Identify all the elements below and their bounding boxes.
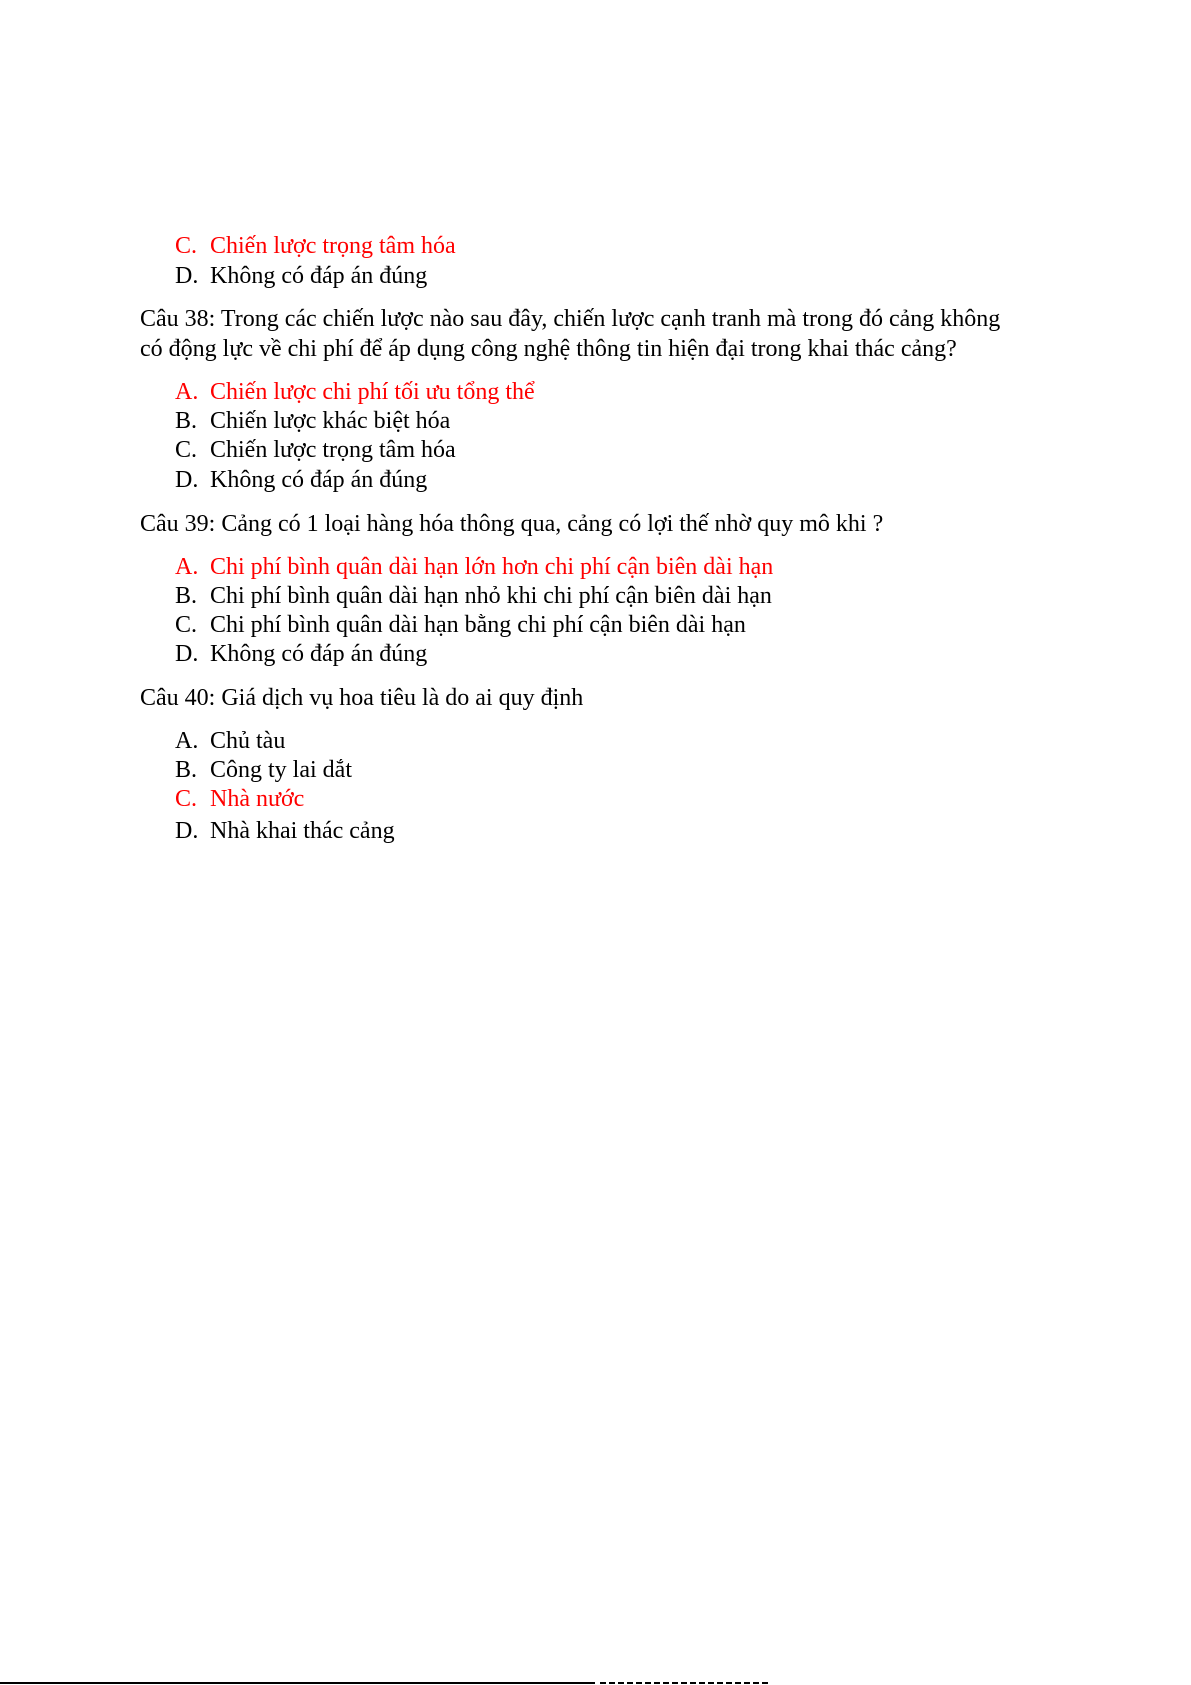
option-letter: A. [175,554,199,580]
option-text: Chiến lược khác biệt hóa [210,408,451,434]
option-text: Chiến lược chi phí tối ưu tổng thể [210,379,535,405]
option-text: Chi phí bình quân dài hạn lớn hơn chi phí cận biên dài hạn [210,554,774,580]
option-c-q39 [175,609,746,641]
option-text: Nhà nước [210,786,305,812]
option-letter: B. [175,757,198,783]
option-a-q40 [175,725,285,757]
option-a-q39 [175,551,773,583]
option-b-q39 [175,580,772,612]
option-c-q37 [175,230,456,262]
option-letter: D. [175,641,199,667]
option-d-q40 [175,815,395,847]
option-text: Không có đáp án đúng [210,641,428,667]
option-c-q40 [175,783,304,815]
option-d-q37 [175,260,427,292]
option-text: Chi phí bình quân dài hạn bằng chi phí cận biên dài hạn [210,612,746,638]
option-letter: C. [175,437,198,463]
option-letter: C. [175,233,198,259]
option-text: Không có đáp án đúng [210,263,428,289]
option-text: Chiến lược trọng tâm hóa [210,233,456,259]
option-c-q38 [175,434,456,466]
option-b-q40 [175,754,352,786]
option-d-q39 [175,638,427,670]
option-letter: C. [175,786,198,812]
footer-dotted-rule [600,1682,770,1684]
option-text: Nhà khai thác cảng [210,818,395,844]
option-letter: C. [175,612,198,638]
option-letter: B. [175,583,198,609]
option-text: Công ty lai dắt [210,757,352,783]
option-text: Chủ tàu [210,728,286,754]
option-a-q38 [175,376,535,408]
option-d-q38 [175,464,427,496]
question-38-line-2: có động lực về chi phí để áp dụng công nghệ thông tin hiện đại trong khai thác cảng? [140,336,957,362]
option-letter: D. [175,263,199,289]
footer-rule [0,1682,595,1684]
question-38-line-1: Câu 38: Trong các chiến lược nào sau đây, chiến lược cạnh tranh mà trong đó cảng không [140,306,1001,332]
option-letter: A. [175,379,199,405]
option-text: Chiến lược trọng tâm hóa [210,437,456,463]
option-letter: D. [175,818,199,844]
option-text: Không có đáp án đúng [210,467,428,493]
option-letter: A. [175,728,199,754]
option-b-q38 [175,405,450,437]
option-letter: D. [175,467,199,493]
question-39-line-1: Câu 39: Cảng có 1 loại hàng hóa thông qua, cảng có lợi thế nhờ quy mô khi ? [140,511,884,537]
option-text: Chi phí bình quân dài hạn nhỏ khi chi phí cận biên dài hạn [210,583,772,609]
option-letter: B. [175,408,198,434]
question-40-line-1: Câu 40: Giá dịch vụ hoa tiêu là do ai quy định [140,685,584,711]
